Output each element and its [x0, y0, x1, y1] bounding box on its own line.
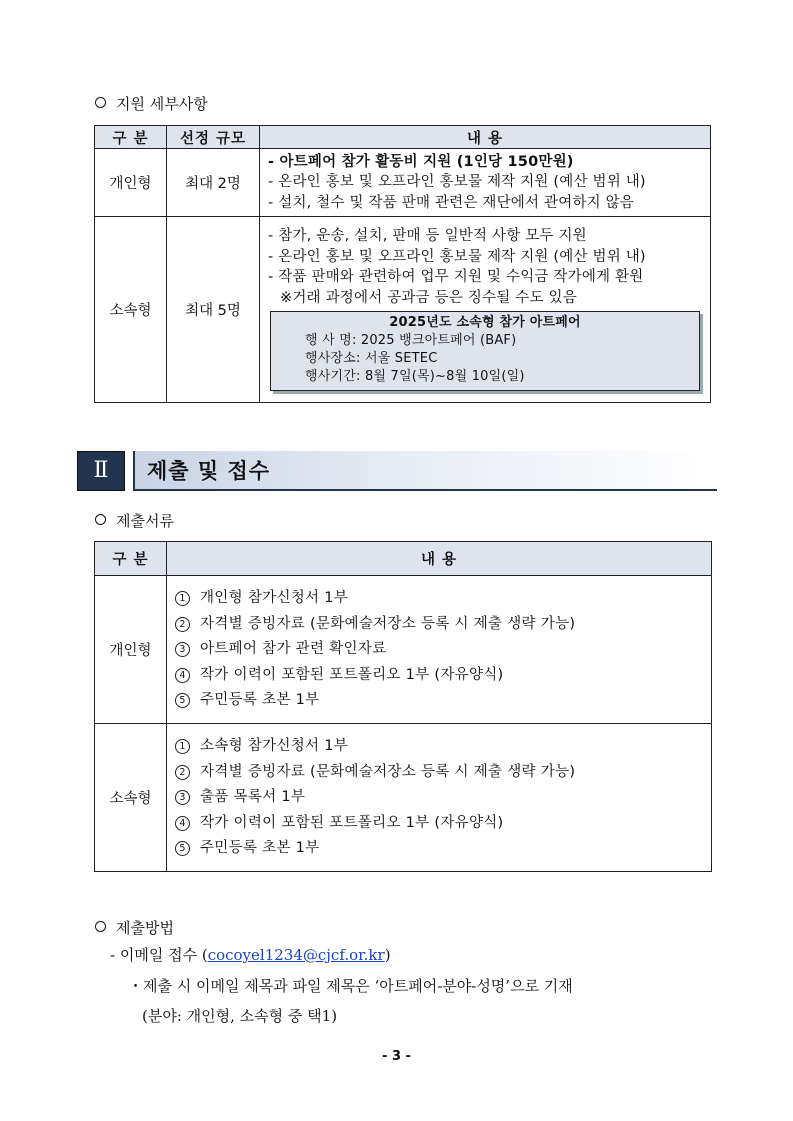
page-number: - 3 - [382, 1049, 411, 1064]
list-item: 3 아트페어 참가 관련 확인자료 [175, 637, 705, 663]
header-category: 구 분 [95, 542, 167, 576]
content-line: - 아트페어 참가 활동비 지원 (1인당 150만원) [268, 153, 574, 170]
email-note-field: (분야: 개인형, 소속형 중 택1) [142, 1007, 338, 1025]
table-row [95, 149, 711, 217]
email-submission-line: - 이메일 접수 (cocoyel1234@cjcf.or.kr) [110, 946, 391, 964]
list-item: 1 개인형 참가신청서 1부 [175, 586, 705, 612]
circled-number: 4 [175, 816, 190, 831]
email-note: ・제출 시 이메일 제목과 파일 제목은 ‘아트페어-분야-성명’으로 기재 [128, 977, 573, 995]
event-title: 2025년도 소속형 참가 아트페어 [389, 315, 581, 330]
list-item: 5 주민등록 초본 1부 [175, 836, 705, 862]
circled-number: 2 [175, 617, 190, 632]
header-category: 구 분 [95, 126, 167, 149]
content-line: - 온라인 홍보 및 오프라인 홍보물 제작 지원 (예산 범위 내) [268, 248, 646, 265]
table-row [95, 724, 712, 872]
row-content [167, 724, 712, 872]
section-banner [77, 451, 717, 491]
list-item: 4 작가 이력이 포함된 포트폴리오 1부 (자유양식) [175, 663, 705, 689]
row-scale: 최대 5명 [167, 217, 260, 403]
row-content [167, 576, 712, 724]
list-item: 3 출품 목록서 1부 [175, 785, 705, 811]
section-heading-submission-method: 제출방법 [95, 917, 174, 938]
row-scale: 최대 2명 [167, 149, 260, 217]
section-title: 제출 및 접수 [147, 459, 271, 483]
list-item: 2 자격별 증빙자료 (문화예술저장소 등록 시 제출 생략 가능) [175, 612, 705, 638]
row-content [260, 217, 711, 403]
row-type: 소속형 [95, 724, 167, 872]
list-item: 2 자격별 증빙자료 (문화예술저장소 등록 시 제출 생략 가능) [175, 760, 705, 786]
header-scale: 선정 규모 [167, 126, 260, 149]
email-link[interactable]: cocoyel1234@cjcf.or.kr [207, 946, 385, 964]
hollow-circle-bullet-icon [95, 921, 106, 932]
event-info-box [270, 311, 700, 391]
row-type: 개인형 [95, 576, 167, 724]
circled-number: 5 [175, 693, 190, 708]
section-heading-support-details: 지원 세부사항 [95, 93, 208, 114]
list-item: 5 주민등록 초본 1부 [175, 688, 705, 714]
circled-number: 1 [175, 739, 190, 754]
banner-underline [135, 489, 717, 491]
content-line: - 작품 판매와 관련하여 업무 지원 및 수익금 작가에게 환원 [268, 269, 644, 285]
content-line: - 참가, 운송, 설치, 판매 등 일반적 사항 모두 지원 [268, 228, 587, 244]
circled-number: 4 [175, 668, 190, 683]
table-row [95, 576, 712, 724]
content-line: - 온라인 홍보 및 오프라인 홍보물 제작 지원 (예산 범위 내) [268, 174, 646, 191]
content-note: ※거래 과정에서 공과금 등은 징수될 수도 있음 [280, 289, 577, 306]
documents-table [94, 541, 712, 872]
row-type: 개인형 [95, 149, 167, 217]
circled-number: 1 [175, 591, 190, 606]
row-type: 소속형 [95, 217, 167, 403]
hollow-circle-bullet-icon [95, 514, 106, 525]
circled-number: 3 [175, 790, 190, 805]
circled-number: 3 [175, 642, 190, 657]
event-name: 행 사 명: 2025 뱅크아트페어 (BAF) [305, 333, 517, 348]
header-content: 내 용 [260, 126, 711, 149]
row-content [260, 149, 711, 217]
list-item: 1 소속형 참가신청서 1부 [175, 734, 705, 760]
header-content: 내 용 [167, 542, 712, 576]
table-row [95, 217, 711, 403]
section-heading-documents: 제출서류 [95, 510, 174, 531]
hollow-circle-bullet-icon [95, 97, 106, 108]
content-line: - 설치, 철수 및 작품 판매 관련은 재단에서 관여하지 않음 [268, 194, 635, 211]
event-period: 행사기간: 8월 7일(목)~8월 10일(일) [305, 369, 525, 384]
section-number: Ⅱ [77, 451, 125, 491]
list-item: 4 작가 이력이 포함된 포트폴리오 1부 (자유양식) [175, 811, 705, 837]
event-venue: 행사장소: 서울 SETEC [305, 351, 438, 366]
circled-number: 5 [175, 841, 190, 856]
support-details-table [94, 125, 711, 403]
circled-number: 2 [175, 765, 190, 780]
